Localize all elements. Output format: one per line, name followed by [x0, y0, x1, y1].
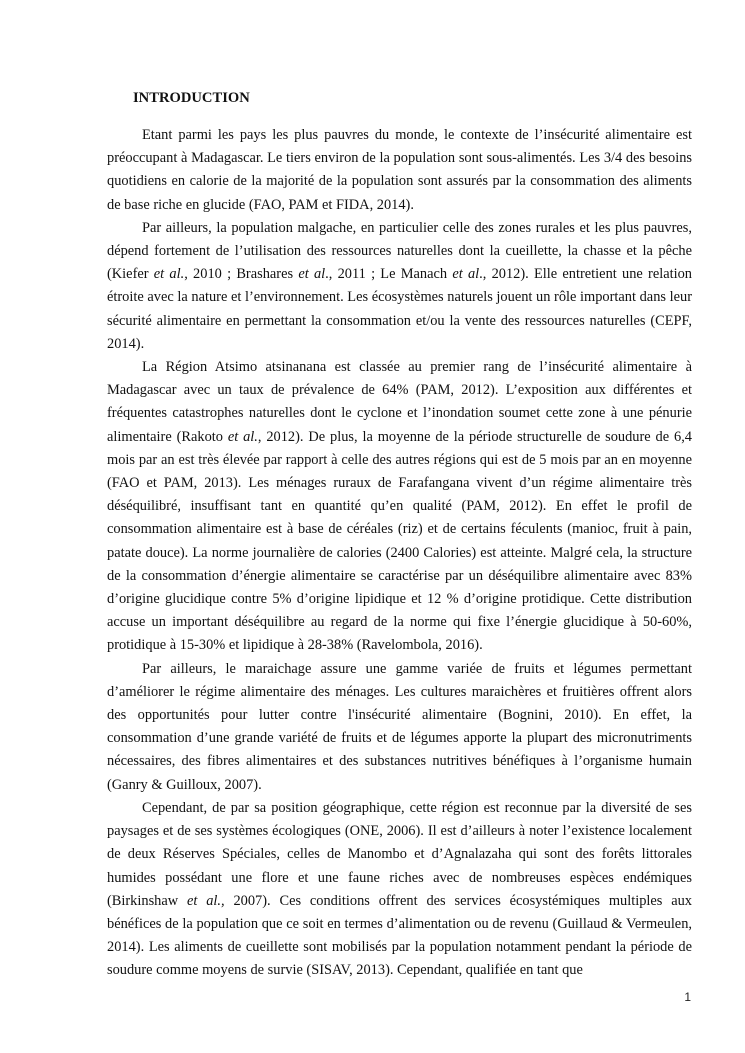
- page-number: 1: [684, 990, 691, 1004]
- paragraph-2: [107, 217, 692, 356]
- text-run: Etant parmi les pays les plus pauvres du monde, le contexte de l’insécurité alimentaire est préoccupant à Madagascar. Le tiers environ de la population sont sous-alimentés. Les 3/4 des besoins quotidiens en calorie de la majorité de la population sont assurés par la consommation des aliments de base riche en glucide (FAO, PAM et FIDA, 2014).: [107, 127, 692, 213]
- italic-citation: et al.,: [187, 892, 225, 909]
- text-run: ., 2012). Elle entretient une relation étroite avec la nature et l’environnement. Les écosystèmes naturels jouent un rôle important dans leur sécurité alimentaire en permettant la consommation et/ou la vente des ressources naturelles (CEPF, 2014).: [107, 266, 692, 352]
- italic-citation: et al: [298, 266, 326, 283]
- italic-citation: et al.: [227, 428, 258, 445]
- section-heading: INTRODUCTION: [133, 90, 250, 106]
- italic-citation: et al.: [153, 266, 185, 283]
- text-run: Par ailleurs, la population malgache, en particulier celle des zones rurales et les plus pauvres, dépend fortement de l’utilisation des ressources naturelles dont la cueillette, la chasse et la pêche (Kiefer: [107, 219, 692, 283]
- text-run: Par ailleurs, le maraichage assure une gamme variée de fruits et légumes permettant d’améliorer le régime alimentaire des ménages. Les cultures maraichères et fruitières offrent alors des opportunités pour lutter contre l'insécurité alimentaire (Bognini, 2010). En effet, la consommation d’une grande variété de fruits et de légumes apporte la plupart des micronutriments nécessaires, des fibres alimentaires et des substances nutritives bénéfiques à l’organisme humain (Ganry & Guilloux, 2007).: [107, 660, 692, 793]
- text-run: Cependant, de par sa position géographique, cette région est reconnue par la diversité de ses paysages et de ses systèmes écologiques (ONE, 2006). Il est d’ailleurs à noter l’existence localement de deux Réserves Spéciales, celles de Manombo et d’Agnalazaha qui sont des forêts littorales humides possédant une flore et une faune riches avec de nombreuses espèces endémiques (Birkinshaw: [107, 799, 692, 909]
- text-run: , 2012). De plus, la moyenne de la période structurelle de soudure de 6,4 mois par an est très élevée par rapport à celle des autres régions qui est de 5 mois par an en moyenne (FAO et PAM, 2013). Les ménages ruraux de Farafangana vivent d’un régime alimentaire très déséquilibré, insuffisant tant en quantité qu’en qualité (PAM, 2012). En effet le profil de consommation alimentaire est à base de céréales (riz) et de certains féculents (manioc, fruit à pain, patate douce). La norme journalière de calories (2400 Calories) est atteinte. Malgré cela, la structure de la consommation d’énergie alimentaire se caractérise par un déséquilibre alimentaire avec 83% d’origine glucidique contre 5% d’origine lipidique et 12 % d’origine protidique. Cette distribution accuse un important déséquilibre au regard de la norme qui fixe l’énergie glucidique à 50-60%, protidique à 15-30% et lipidique à 28-38% (Ravelombola, 2016).: [107, 428, 692, 654]
- paragraph-5: [107, 797, 692, 983]
- paragraph-1: [107, 124, 692, 217]
- paragraph-4: [107, 658, 692, 797]
- text-run: ., 2011 ; Le Manach: [325, 266, 453, 283]
- italic-citation: et al: [452, 266, 480, 283]
- text-run: La Région Atsimo atsinanana est classée au premier rang de l’insécurité alimentaire à Madagascar avec un taux de prévalence de 64% (PAM, 2012). L’exposition aux différentes et fréquentes catastrophes naturelles dont le cyclone et l’inondation soumet cette zone à une pénurie alimentaire (Rakoto: [107, 359, 692, 445]
- body-text: [107, 124, 692, 983]
- text-run: , 2010 ; Brashares: [184, 266, 299, 283]
- paragraph-3: [107, 356, 692, 658]
- text-run: 2007). Ces conditions offrent des services écosystémiques multiples aux bénéfices de la population que ce soit en termes d’alimentation ou de revenu (Guillaud & Vermeulen, 2014). Les aliments de cueillette sont mobilisés par la population notamment pendant la période de soudure comme moyens de survie (SISAV, 2013). Cependant, qualifiée en tant que: [107, 892, 693, 979]
